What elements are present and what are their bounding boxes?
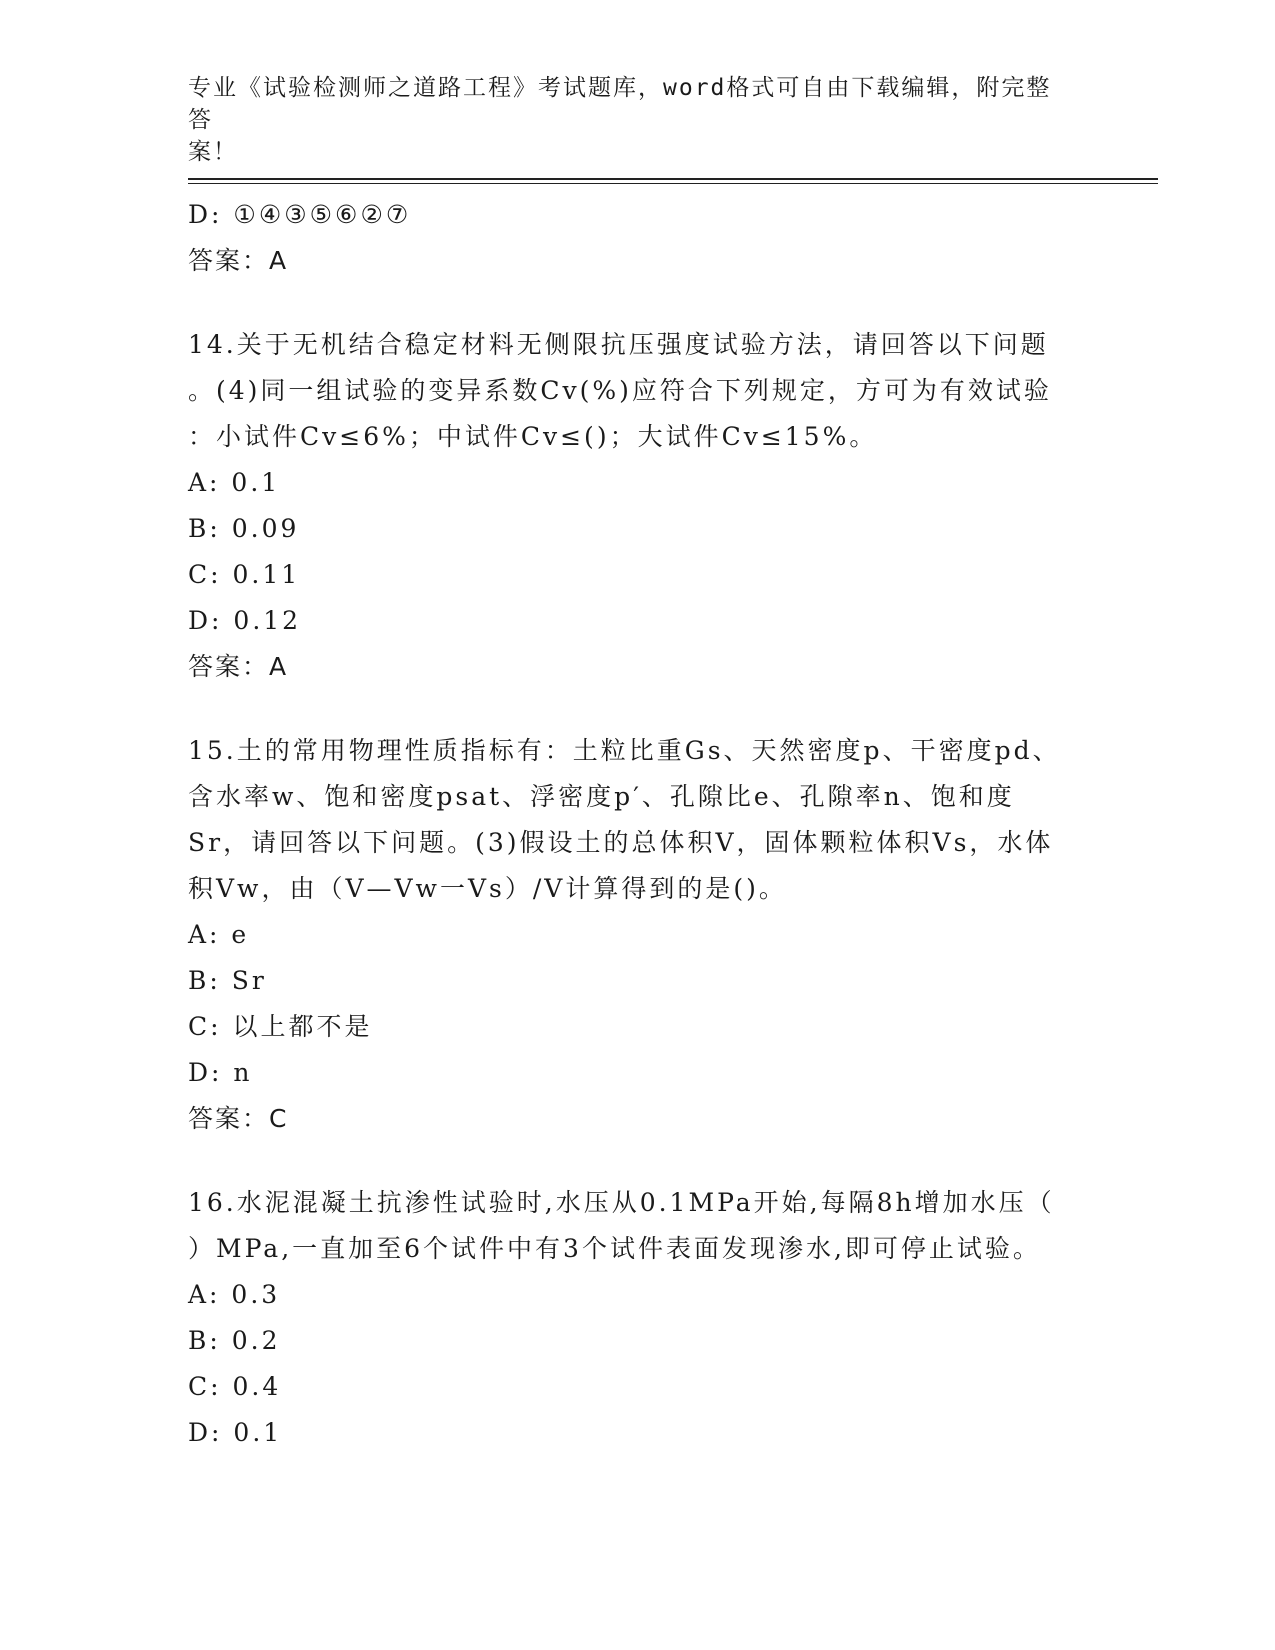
answer-text: 答案：A [188, 652, 289, 681]
option-c: C: 0.11 [188, 560, 301, 589]
question-16 [188, 1180, 1088, 1456]
answer-text: 答案：A [188, 246, 289, 275]
stem-line: 含水率w、饱和密度psat、浮密度p′、孔隙比e、孔隙率n、饱和度 [188, 782, 1015, 811]
stem-line: ：小试件Cv≤6%；中试件Cv≤()；大试件Cv≤15%。 [188, 422, 878, 451]
option-b: B: 0.09 [188, 514, 300, 543]
option-b: B: 0.2 [188, 1326, 281, 1355]
option-a: A: 0.1 [188, 468, 281, 497]
question-15 [188, 728, 1088, 1142]
answer-text: 答案：C [188, 1104, 289, 1133]
question-stem [188, 1180, 1088, 1272]
option-a: A: e [188, 920, 250, 949]
option-b: B: Sr [188, 966, 267, 995]
option-a: A: 0.3 [188, 1280, 281, 1309]
question-list [188, 192, 1088, 1456]
stem-line: 积Vw，由（V—Vw一Vs）/V计算得到的是()。 [188, 874, 787, 903]
header-divider-thin [188, 183, 1158, 184]
option-c: C: 以上都不是 [188, 1012, 373, 1041]
option-d: D: ①④③⑤⑥②⑦ [188, 200, 412, 229]
option-c: C: 0.4 [188, 1372, 282, 1401]
header-line: 案！ [188, 139, 238, 165]
question-14 [188, 322, 1088, 690]
option-d: D: 0.12 [188, 606, 302, 635]
option-d: D: n [188, 1058, 253, 1087]
header-line: 专业《试验检测师之道路工程》考试题库，word格式可自由下载编辑，附完整答 [188, 75, 1052, 133]
question-stem [188, 322, 1088, 460]
stem-line: 15.土的常用物理性质指标有：土粒比重Gs、天然密度p、干密度pd、 [188, 736, 1061, 765]
stem-line: Sr，请回答以下问题。(3)假设土的总体积V，固体颗粒体积Vs，水体 [188, 828, 1054, 857]
stem-line: ）MPa,一直加至6个试件中有3个试件表面发现渗水,即可停止试验。 [188, 1234, 1041, 1263]
stem-line: 。(4)同一组试验的变异系数Cv(%)应符合下列规定，方可为有效试验 [188, 376, 1052, 405]
stem-line: 16.水泥混凝土抗渗性试验时,水压从0.1MPa开始,每隔8h增加水压（ [188, 1188, 1055, 1217]
question-stem [188, 728, 1088, 912]
header-divider [188, 178, 1158, 180]
stem-line: 14.关于无机结合稳定材料无侧限抗压强度试验方法，请回答以下问题 [188, 330, 1049, 359]
page-header [188, 72, 1068, 168]
option-d: D: 0.1 [188, 1418, 283, 1447]
